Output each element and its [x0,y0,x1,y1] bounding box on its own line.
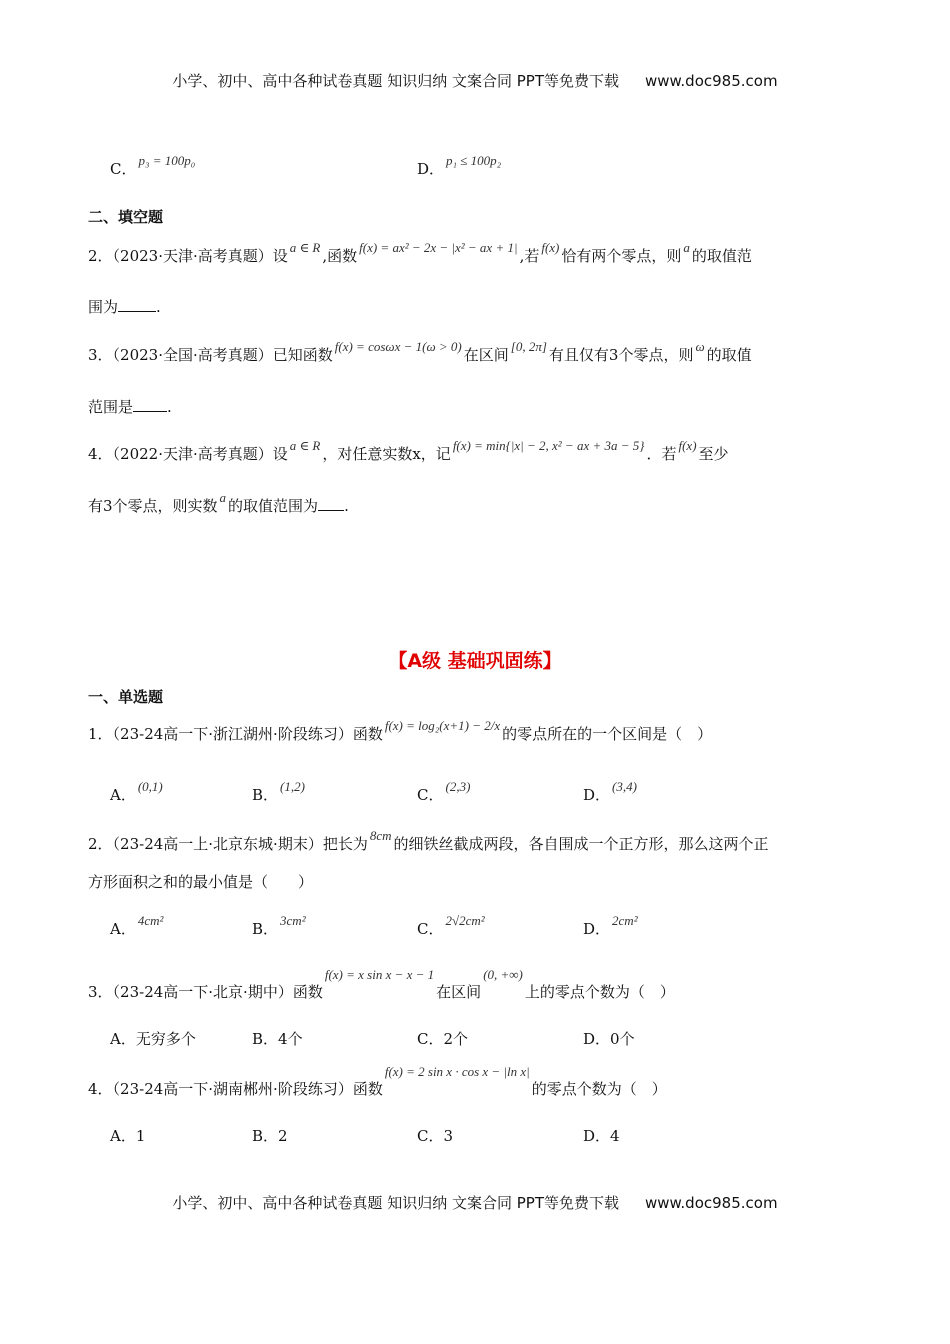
q4-option-c[interactable]: C．3 [417,1127,454,1145]
q3-option-b[interactable]: B．4个 [252,1030,303,1048]
header-url[interactable]: www.doc985.com [644,72,778,90]
question-3-single: 3．（23-24高一下·北京·期中）函数f(x) = x sin x − x − 1在区间(0, +∞)上的零点个数为（ ） [88,967,675,1001]
math-expression: p₁ ≤ 100p₂ [446,153,502,168]
q4-option-a[interactable]: A．1 [110,1127,146,1145]
question-2-fill: 2．（2023·天津·高考真题）设 a ∈ R ,函数 f(x) = ax² − 2x − |x² − ax + 1| ,若 f(x) 恰有两个零点，则 a 的取值范 [88,240,752,265]
q2-option-d[interactable]: D． 2cm² [583,913,638,938]
question-2-fill-line2: 围为 . [88,298,161,316]
q1-option-d[interactable]: D． (3,4) [583,779,637,804]
section-title-single: 一、单选题 [88,688,164,706]
q2-option-c[interactable]: C． 2√2cm² [417,913,485,938]
q4-option-b[interactable]: B．2 [252,1127,288,1145]
option-c: C． p₃ = 100p₀ [110,153,196,178]
page-footer [0,1192,950,1213]
q1-option-c[interactable]: C． (2,3) [417,779,471,804]
question-3-fill-line2: 范围是 . [88,398,172,416]
option-d: D． p₁ ≤ 100p₂ [417,153,502,178]
q2-option-b[interactable]: B． 3cm² [252,913,306,938]
header-text: 小学、初中、高中各种试卷真题 知识归纳 文案合同 PPT等免费下载 [172,72,619,90]
level-title: 【A级 基础巩固练】 [388,650,562,672]
answer-blank [118,297,156,312]
question-2-single-line2: 方形面积之和的最小值是（ ） [88,873,314,891]
q1-option-b[interactable]: B． (1,2) [252,779,305,804]
answer-blank [318,496,344,511]
q4-option-d[interactable]: D．4 [583,1127,620,1145]
question-2-single: 2．（23-24高一上·北京东城·期末）把长为 8cm 的细铁丝截成两段，各自围成一个正方形，那么这两个正 [88,828,769,853]
q3-option-c[interactable]: C．2个 [417,1030,469,1048]
q1-option-a[interactable]: A． (0,1) [110,779,163,804]
page-header [0,70,950,91]
question-4-fill: 4．（2022·天津·高考真题）设 a ∈ R ，对任意实数x，记 f(x) = min{|x| − 2, x² − ax + 3a − 5} ．若 f(x) 至少 [88,438,729,463]
question-4-single: 4．（23-24高一下·湖南郴州·阶段练习）函数f(x) = 2 sin x · cos x − |ln x|的零点个数为（ ） [88,1064,667,1098]
q3-option-a[interactable]: A．无穷多个 [110,1030,196,1048]
q2-option-a[interactable]: A． 4cm² [110,913,164,938]
footer-url[interactable]: www.doc985.com [644,1194,778,1212]
question-3-fill: 3．（2023·全国·高考真题）已知函数 f(x) = cosωx − 1(ω > 0) 在区间 [0, 2π] 有且仅有3个零点，则 ω 的取值 [88,339,752,364]
section-title-fill: 二、填空题 [88,208,164,226]
footer-text: 小学、初中、高中各种试卷真题 知识归纳 文案合同 PPT等免费下载 [172,1194,619,1212]
math-expression: p₃ = 100p₀ [138,153,196,168]
question-1-single: 1．（23-24高一下·浙江湖州·阶段练习）函数 f(x) = log₂(x+1) − 2/x 的零点所在的一个区间是（ ） [88,718,713,743]
q3-option-d[interactable]: D．0个 [583,1030,635,1048]
answer-blank [133,397,167,412]
question-4-fill-line2: 有3个零点，则实数 a 的取值范围为 . [88,490,349,515]
